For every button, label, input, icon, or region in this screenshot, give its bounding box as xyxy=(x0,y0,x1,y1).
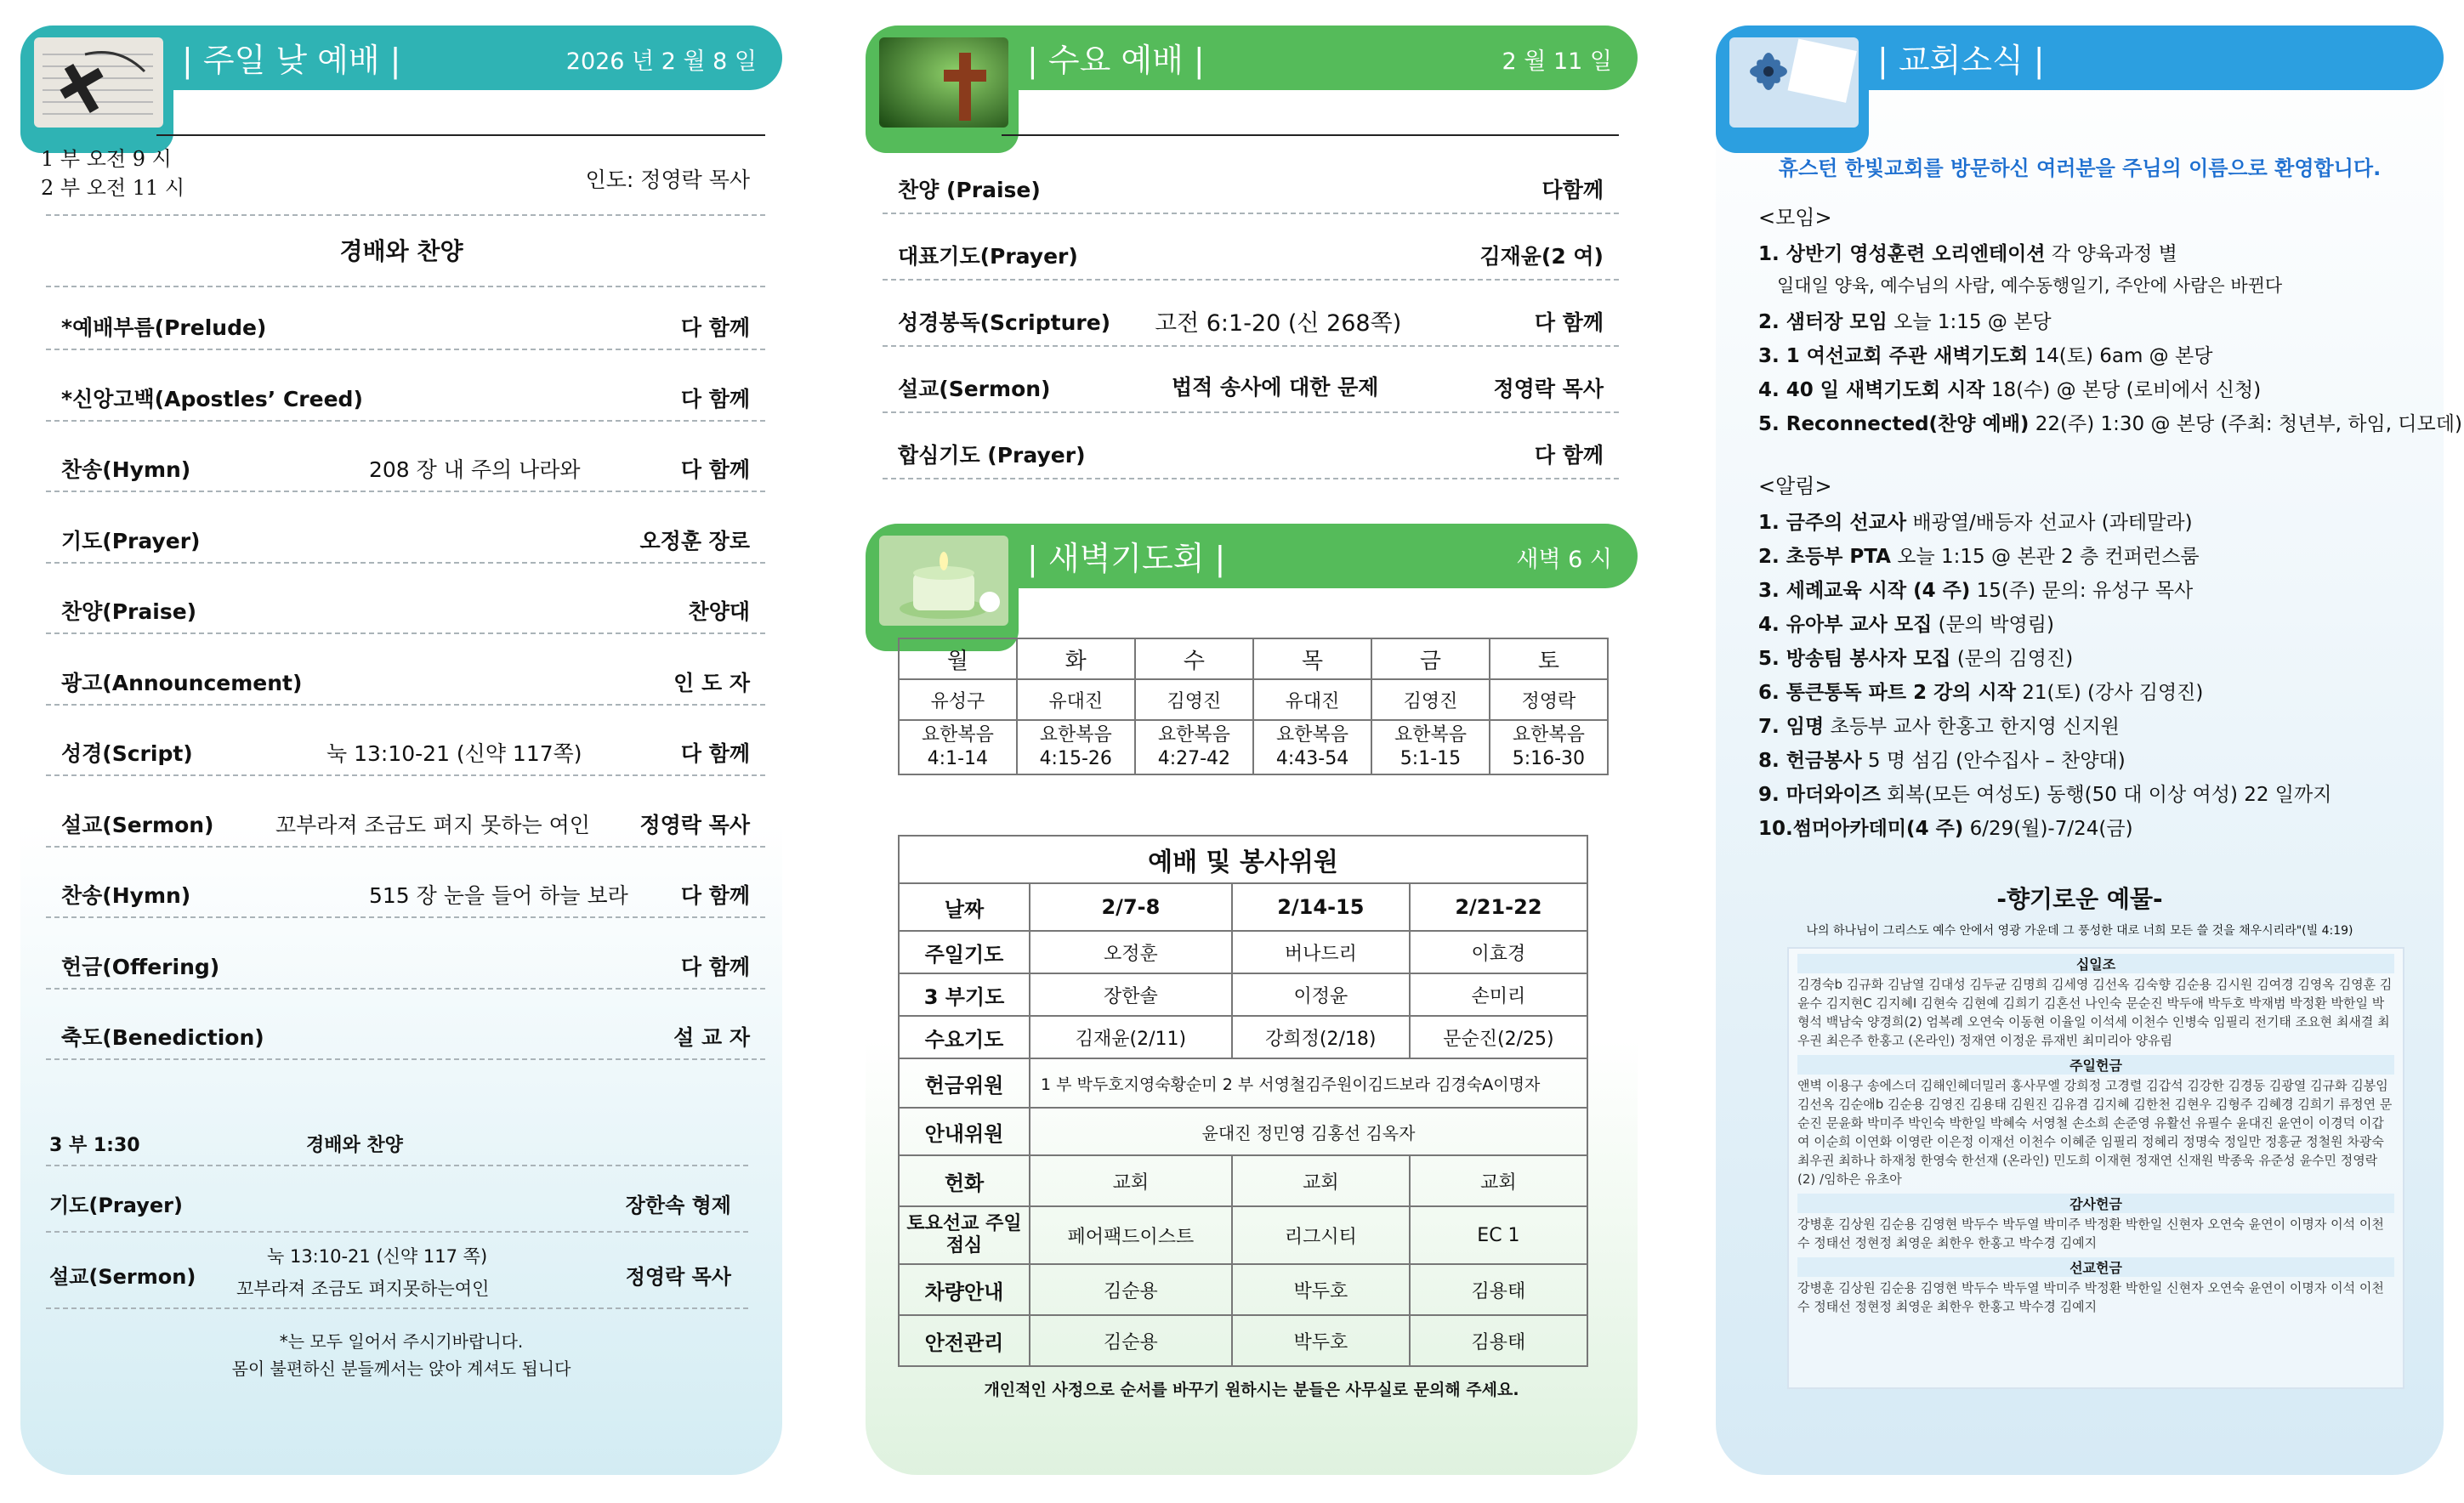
committee-cell: 장한솔 xyxy=(1030,973,1232,1016)
committee-row xyxy=(899,973,1587,1016)
committee-cell: 이효경 xyxy=(1410,931,1587,973)
order-row xyxy=(46,932,765,990)
order-row xyxy=(46,1002,765,1060)
order-item-label: 합심기도 (Prayer) xyxy=(898,443,1086,468)
schedule-change-note: 개인적인 사정으로 순서를 바꾸기 원하시는 분들은 사무실로 문의해 주세요. xyxy=(984,1381,1519,1399)
notice-item-title: 7. 임명 xyxy=(1758,716,1825,738)
wednesday-order-row xyxy=(883,418,1619,479)
notice-item-title: 3. 세례교육 시작 (4 주) xyxy=(1758,580,1971,602)
committee-cell: 박두호 xyxy=(1232,1315,1410,1366)
news-header xyxy=(1716,26,2444,90)
notice-item-detail: 회복(모든 여성도) 동행(50 대 이상 여성) 22 일까지 xyxy=(1880,784,2332,806)
mission-offering-names: 강병훈 김상원 김순용 김영현 박두수 박두열 박미주 박정환 박한일 신현자 오연숙 윤연이 이명자 이석 이천수 정태선 정현정 최영운 최한우 한홍고 박수경 김예지 xyxy=(1797,1280,2384,1314)
meeting-item xyxy=(1758,408,2462,436)
scripture-verse: 4:43-54 xyxy=(1275,748,1349,769)
wednesday-order-row xyxy=(883,153,1619,214)
order-item-person: 다 함께 xyxy=(680,386,750,411)
dawn-leader-cell: 유대진 xyxy=(1253,679,1371,720)
order-item-detail: 눅 13:10-21 (신약 117쪽) xyxy=(326,741,582,766)
scripture-verse: 4:15-26 xyxy=(1039,748,1112,769)
committee-header-cell: 2/7-8 xyxy=(1030,883,1232,931)
order-item-person: 인 도 자 xyxy=(673,670,750,695)
meeting-item-detail: 각 양육과정 별 xyxy=(2045,243,2177,265)
dawn-header xyxy=(866,524,1638,588)
mission-offering-heading: 선교헌금 xyxy=(1797,1257,2394,1277)
dawn-schedule-table xyxy=(898,638,1609,775)
order-item-person: 다 함께 xyxy=(1534,310,1604,335)
scripture-book: 요한복음 xyxy=(1394,724,1467,746)
scripture-verse: 4:1-14 xyxy=(927,748,988,769)
order-item-detail: 법적 송사에 대한 문제 xyxy=(1172,375,1379,400)
order-item-label: 대표기도(Prayer) xyxy=(898,244,1078,269)
order-item-label: 헌금(Offering) xyxy=(61,954,220,979)
tithe-heading: 십일조 xyxy=(1797,954,2394,973)
committee-cell: 교회 xyxy=(1030,1155,1232,1206)
guide-committee-names: 윤대진 정민영 김홍선 김옥자 xyxy=(1030,1108,1587,1155)
order-item-label: 성경봉독(Scripture) xyxy=(898,310,1111,335)
scripture-verse: 5:16-30 xyxy=(1512,748,1586,769)
order-item-label: 설교(Sermon) xyxy=(61,812,214,837)
wednesday-date: 2 월 11 일 xyxy=(1502,48,1612,75)
order-item-label: *신앙고백(Apostles’ Creed) xyxy=(61,386,363,411)
notices-heading: <알림> xyxy=(1758,474,1832,498)
committee-cell: 교회 xyxy=(1410,1155,1587,1206)
notice-item-title: 10.썸머아카데미(4 주) xyxy=(1758,818,1964,840)
notice-item-detail: (문의 박영림) xyxy=(1932,614,2054,636)
service-committee-table xyxy=(898,835,1588,1367)
committee-cell: 안전관리 xyxy=(899,1315,1030,1366)
committee-cell: 이정윤 xyxy=(1232,973,1410,1016)
committee-cell: 리그시티 xyxy=(1232,1206,1410,1264)
notice-item-title: 2. 초등부 PTA xyxy=(1758,546,1891,568)
meeting-item-detail: 22(주) 1:30 @ 본당 (주최: 청년부, 하임, 디모데) xyxy=(2029,413,2462,435)
meeting-item-title: 1. 상반기 영성훈련 오리엔테이션 xyxy=(1758,243,2046,265)
committee-header-cell: 날짜 xyxy=(899,883,1030,931)
dawn-title: | 새벽기도회 | xyxy=(1027,540,1226,577)
notice-item xyxy=(1758,813,2133,841)
meeting-item-title: 2. 샘터장 모임 xyxy=(1758,311,1888,333)
dawn-scripture-cell xyxy=(1017,720,1135,774)
dawn-leader-cell: 김영진 xyxy=(1135,679,1253,720)
committee-header-cell: 2/21-22 xyxy=(1410,883,1587,931)
committee-cell: 김재윤(2/11) xyxy=(1030,1016,1232,1058)
wednesday-header xyxy=(866,26,1638,90)
meeting-item-detail: 오늘 1:15 @ 본당 xyxy=(1887,311,2052,333)
order-row xyxy=(46,648,765,706)
dawn-leader-cell: 유대진 xyxy=(1017,679,1135,720)
order-item-person: 다 함께 xyxy=(1534,443,1604,468)
meeting-item-detail: 18(수) @ 본당 (로비에서 신청) xyxy=(1984,379,2262,401)
service-committee-title: 예배 및 봉사위원 xyxy=(899,836,1587,883)
scripture-book: 요한복음 xyxy=(1039,724,1112,746)
weekday-cell: 토 xyxy=(1490,638,1608,679)
sunday-header xyxy=(20,26,782,90)
notice-item xyxy=(1758,745,2126,773)
notice-item-detail: (문의 김영진) xyxy=(1950,648,2074,670)
meeting-item xyxy=(1758,374,2261,402)
sunday-title: | 주일 낮 예배 | xyxy=(182,42,401,79)
dawn-leader-cell: 김영진 xyxy=(1371,679,1490,720)
committee-cell: 토요선교 주일점심 xyxy=(899,1206,1030,1264)
weekday-cell: 월 xyxy=(899,638,1017,679)
order-item-person: 설 교 자 xyxy=(673,1025,750,1050)
committee-cell: 차량안내 xyxy=(899,1264,1030,1315)
committee-row xyxy=(899,931,1587,973)
notice-item-title: 9. 마더와이즈 xyxy=(1758,784,1881,806)
third-sermon-text2: 꼬부라져 조금도 펴지못하는여인 xyxy=(236,1279,490,1299)
news-title: | 교회소식 | xyxy=(1877,42,2045,79)
scripture-book: 요한복음 xyxy=(1512,724,1585,746)
order-row xyxy=(46,790,765,848)
scripture-verse: 4:27-42 xyxy=(1157,748,1231,769)
notice-item xyxy=(1758,677,2203,705)
order-item-label: 성경(Script) xyxy=(61,741,193,766)
dawn-scripture-cell xyxy=(1135,720,1253,774)
wednesday-worship-panel xyxy=(866,26,1638,1475)
committee-cell: 박두호 xyxy=(1232,1264,1410,1315)
committee-cell: 오정훈 xyxy=(1030,931,1232,973)
order-item-label: 찬송(Hymn) xyxy=(61,457,191,482)
order-item-label: 설교(Sermon) xyxy=(898,377,1051,401)
notice-item xyxy=(1758,575,2193,603)
order-row xyxy=(46,364,765,422)
committee-cell: 김용태 xyxy=(1410,1315,1587,1366)
wednesday-order-row xyxy=(883,352,1619,413)
weekday-cell: 수 xyxy=(1135,638,1253,679)
order-row xyxy=(46,860,765,918)
notice-item-detail: 15(주) 문의: 유성구 목사 xyxy=(1970,580,2194,602)
order-item-person: 정영락 목사 xyxy=(639,812,750,837)
committee-row xyxy=(899,1155,1587,1206)
order-item-label: 찬송(Hymn) xyxy=(61,883,191,908)
notice-item-detail: 6/29(월)-7/24(금) xyxy=(1963,818,2133,840)
meetings-heading: <모임> xyxy=(1758,206,1832,230)
committee-row xyxy=(899,1315,1587,1366)
order-item-detail: 꼬부라져 조금도 펴지 못하는 여인 xyxy=(275,812,590,837)
dawn-leader-cell: 정영락 xyxy=(1490,679,1608,720)
order-item-person: 다 함께 xyxy=(680,954,750,979)
scripture-verse: 5:1-15 xyxy=(1399,748,1462,769)
scripture-book: 요한복음 xyxy=(921,724,994,746)
order-item-person: 다 함께 xyxy=(680,315,750,340)
order-item-label: 기도(Prayer) xyxy=(61,528,201,553)
order-item-detail: 고전 6:1-20 (신 268쪽) xyxy=(1155,310,1402,337)
committee-cell: 김순용 xyxy=(1030,1315,1232,1366)
offering-names-box xyxy=(1787,947,2404,1389)
meeting-item-detail: 14(토) 6am @ 본당 xyxy=(2028,345,2213,367)
dawn-time: 새벽 6 시 xyxy=(1516,547,1612,573)
order-row xyxy=(46,506,765,564)
notice-item-detail: 21(토) (강사 김영진) xyxy=(2015,682,2204,704)
order-item-person: 오정훈 장로 xyxy=(639,528,750,553)
guide-committee-label: 안내위원 xyxy=(899,1108,1030,1155)
weekday-cell: 금 xyxy=(1371,638,1490,679)
order-item-label: 축도(Benediction) xyxy=(61,1025,264,1050)
committee-cell: 수요기도 xyxy=(899,1016,1030,1058)
notice-item xyxy=(1758,541,2200,569)
welcome-message: 휴스턴 한빛교회를 방문하신 여러분을 주님의 이름으로 환영합니다. xyxy=(1778,156,2382,180)
committee-cell: 페어팩드이스트 xyxy=(1030,1206,1232,1264)
third-prayer-person: 장한속 형제 xyxy=(625,1194,731,1217)
order-item-person: 다 함께 xyxy=(680,883,750,908)
notice-item-detail: 초등부 교사 한홍고 한지영 신지원 xyxy=(1824,716,2120,738)
weekday-cell: 목 xyxy=(1253,638,1371,679)
meeting-item xyxy=(1758,340,2212,368)
committee-cell: 헌화 xyxy=(899,1155,1030,1206)
candle-photo xyxy=(879,536,1008,626)
order-item-label: 광고(Announcement) xyxy=(61,670,303,695)
committee-header-cell: 2/14-15 xyxy=(1232,883,1410,931)
meeting-item xyxy=(1758,306,2052,334)
committee-cell: 버나드리 xyxy=(1232,931,1410,973)
committee-row xyxy=(899,1264,1587,1315)
order-item-detail: 515 장 눈을 들어 하늘 보라 xyxy=(369,883,628,908)
meeting-item-title: 5. Reconnected(찬양 예배) xyxy=(1758,413,2030,435)
order-item-person: 김재윤(2 여) xyxy=(1479,244,1604,269)
third-sermon-label: 설교(Sermon) xyxy=(49,1265,196,1289)
wooden-cross-photo xyxy=(879,37,1008,128)
wednesday-order-row xyxy=(883,286,1619,347)
offering-verse: 나의 하나님이 그리스도 예수 안에서 영광 가운데 그 풍성한 대로 너희 모든 쓸 것을 채우시리라"(빌 4:19) xyxy=(1806,924,2353,938)
order-row xyxy=(46,434,765,492)
third-section: 경배와 찬양 xyxy=(306,1135,403,1156)
committee-cell: 김용태 xyxy=(1410,1264,1587,1315)
order-row xyxy=(46,718,765,776)
thanks-offering-heading: 감사헌금 xyxy=(1797,1194,2394,1213)
committee-cell: 손미리 xyxy=(1410,973,1587,1016)
service-times: 1 부 오전 9 시 2 부 오전 11 시 xyxy=(41,147,185,200)
committee-cell: 문순진(2/25) xyxy=(1410,1016,1587,1058)
scripture-book: 요한복음 xyxy=(1276,724,1349,746)
weekday-cell: 화 xyxy=(1017,638,1135,679)
order-item-detail: 208 장 내 주의 나라와 xyxy=(369,457,581,482)
section-heading: 경배와 찬양 xyxy=(339,237,463,265)
dawn-scripture-cell xyxy=(1371,720,1490,774)
committee-cell: 강희정(2/18) xyxy=(1232,1016,1410,1058)
sunday-worship-panel xyxy=(20,26,782,1475)
order-item-label: 찬양(Praise) xyxy=(61,599,197,624)
committee-cell: 3 부기도 xyxy=(899,973,1030,1016)
dawn-scripture-cell xyxy=(1253,720,1371,774)
meeting-item-title: 3. 1 여선교회 주관 새벽기도회 xyxy=(1758,345,2029,367)
order-item-person: 다 함께 xyxy=(680,457,750,482)
notice-item xyxy=(1758,609,2054,637)
notice-item xyxy=(1758,507,2193,535)
third-service-time: 3 부 1:30 xyxy=(49,1135,140,1156)
third-sermon-preacher: 정영락 목사 xyxy=(625,1265,731,1289)
sunday-offering-names: 앤벽 이용구 송에스더 김해인헤더밀러 홍사무엘 강희정 고경렬 김갑석 김강한 김경동 김광열 김규화 김봉임 김선옥 김순애b 김순용 김영진 김용태 김원진 김유겸 김지혜 김한천 김현우 김형주 김혜경 김희기 류정연 문순진 문윤화 박미주 박인숙 박한일 박혜숙 서영철 손소희 손준영 유활선 유필수 윤대진 윤연이 이경덕 이갑여 이순희 이연화 이영란 이은정 이재선 이천수 이혜준 임필리 정혜리 정명숙 정일만 정흥균 정철원 차광숙 최우권 최하나 하재청 한영숙 한선재 (온라인) 민도희 이재현 정재연 신재원 박종욱 유준성 윤수민 정영락(2) /임하은 유초아 xyxy=(1797,1078,2393,1187)
notice-item xyxy=(1758,643,2073,671)
church-news-panel xyxy=(1716,26,2462,1475)
notice-item-title: 1. 금주의 선교사 xyxy=(1758,512,1907,534)
notice-item-title: 8. 헌금봉사 xyxy=(1758,750,1862,772)
notice-item-detail: 오늘 1:15 @ 본관 2 층 컨퍼런스룸 xyxy=(1890,546,2200,568)
standing-note: *는 모두 일어서 주시기바랍니다. 몸이 불편하신 분들께서는 앉아 계셔도 됩니다 xyxy=(231,1331,571,1379)
order-item-person: 정영락 목사 xyxy=(1493,377,1604,401)
order-row xyxy=(46,576,765,634)
offering-title: -향기로운 예물- xyxy=(1996,885,2163,913)
meeting-item xyxy=(1758,238,2177,266)
notice-item xyxy=(1758,779,2331,807)
meeting-item-title: 4. 40 일 새벽기도회 시작 xyxy=(1758,379,1985,401)
scripture-book: 요한복음 xyxy=(1157,724,1230,746)
wednesday-title: | 수요 예배 | xyxy=(1027,42,1205,79)
dawn-scripture-cell xyxy=(1490,720,1608,774)
committee-cell: EC 1 xyxy=(1410,1206,1587,1264)
third-prayer-label: 기도(Prayer) xyxy=(49,1194,183,1217)
committee-cell: 주일기도 xyxy=(899,931,1030,973)
bible-cross-photo xyxy=(34,37,163,128)
committee-cell: 김순용 xyxy=(1030,1264,1232,1315)
sunday-date: 2026 년 2 월 8 일 xyxy=(565,48,757,75)
order-item-person: 찬양대 xyxy=(688,599,750,624)
meeting-item xyxy=(1777,272,2282,298)
order-item-person: 다함께 xyxy=(1541,178,1604,202)
meeting-item-detail: 일대일 양육, 예수님의 사람, 예수동행일기, 주안에 사람은 바뀐다 xyxy=(1777,275,2283,296)
notice-item-detail: 배광열/배등자 선교사 (과테말라) xyxy=(1906,512,2193,534)
committee-cell: 교회 xyxy=(1232,1155,1410,1206)
order-item-label: *예배부름(Prelude) xyxy=(61,315,267,340)
notice-item xyxy=(1758,711,2120,739)
offering-committee-names: 1 부 박두호지영숙황순미 2 부 서영철김주원이김드보라 김경숙A이명자 xyxy=(1030,1058,1587,1108)
notice-item-title: 4. 유아부 교사 모집 xyxy=(1758,614,1933,636)
third-sermon-text1: 눅 13:10-21 (신약 117 쪽) xyxy=(267,1246,488,1267)
dawn-leader-cell: 유성구 xyxy=(899,679,1017,720)
order-item-person: 다 함께 xyxy=(680,741,750,766)
sunday-offering-heading: 주일헌금 xyxy=(1797,1055,2394,1075)
leader-label: 인도: 정영락 목사 xyxy=(585,167,750,192)
committee-row xyxy=(899,1206,1587,1264)
committee-row xyxy=(899,1016,1587,1058)
dawn-scripture-cell xyxy=(899,720,1017,774)
wednesday-order-row xyxy=(883,219,1619,281)
notice-item-title: 6. 통큰통독 파트 2 강의 시작 xyxy=(1758,682,2016,704)
offering-committee-label: 헌금위원 xyxy=(899,1058,1030,1108)
tithe-names: 김경숙b 김규화 김남열 김대성 김두균 김명희 김세영 김선옥 김숙향 김순용 김시원 김여경 김영옥 김영훈 김윤수 김지현C 김지혜I 김현숙 김현예 김희기 김혼선 나인숙 문순진 박두애 박두호 박재범 박정환 박한일 박형석 백남숙 양경희(2) 엄복례 오연숙 이동현 이율일 이석세 이천수 인병숙 임필리 전기태 조요현 최새결 최우권 최은주 한홍고 (온라인) 정재연 이정운 류재빈 최미리아 양유림 xyxy=(1797,977,2393,1048)
notice-item-detail: 5 명 섬김 (안수집사 – 찬양대) xyxy=(1861,750,2126,772)
flower-card-photo xyxy=(1729,37,1859,128)
notice-item-title: 5. 방송팀 봉사자 모집 xyxy=(1758,648,1951,670)
order-row xyxy=(46,292,765,350)
thanks-offering-names: 강병훈 김상원 김순용 김영현 박두수 박두열 박미주 박정환 박한일 신현자 오연숙 윤연이 이명자 이석 이천수 정태선 정현정 최영운 최한우 한홍고 박수경 김예지 xyxy=(1797,1217,2384,1251)
order-item-label: 찬양 (Praise) xyxy=(898,178,1041,202)
